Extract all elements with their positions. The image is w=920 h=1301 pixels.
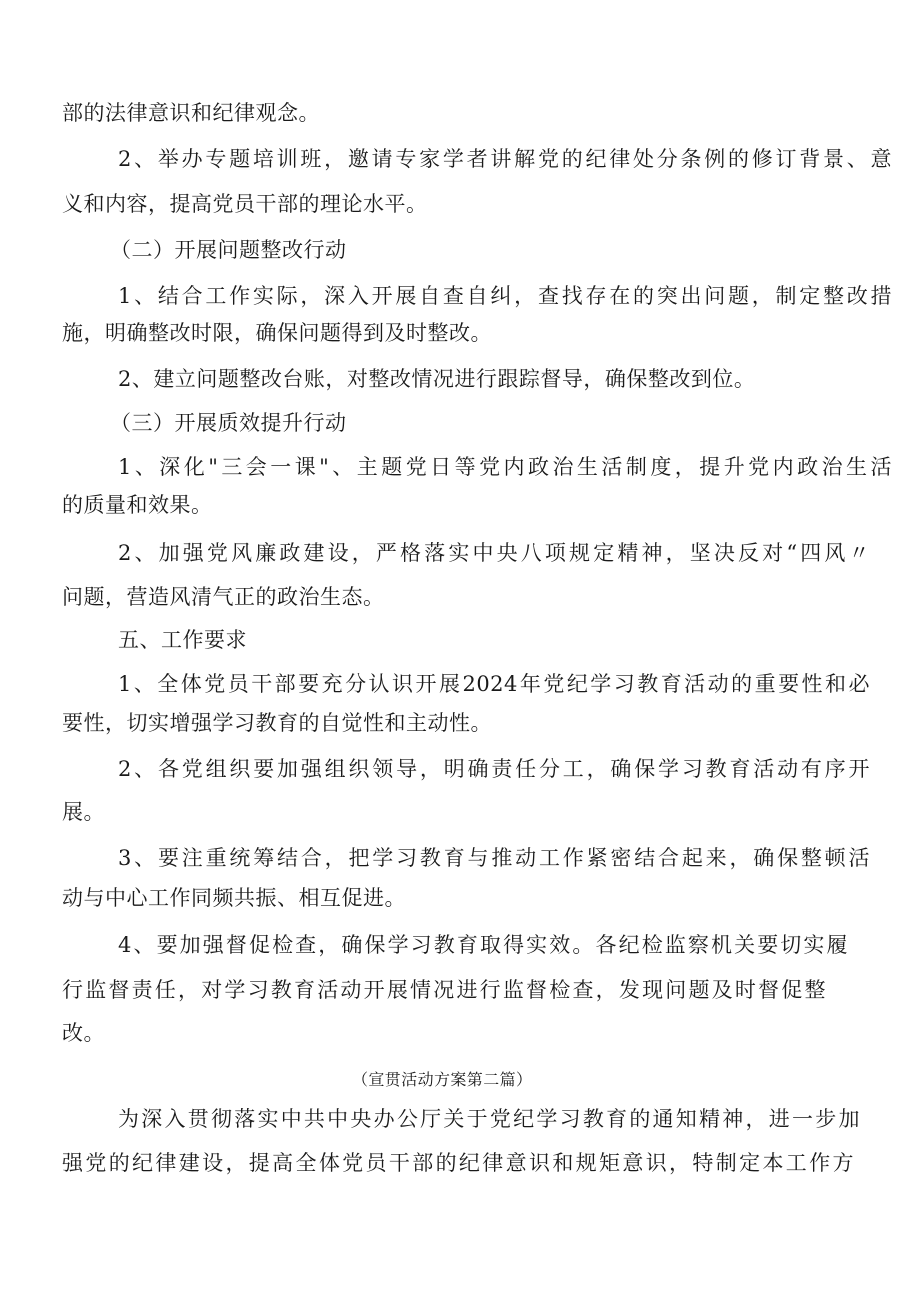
paragraph-line: 2、建立问题整改台账，对整改情况进行跟踪督导，确保整改到位。	[118, 367, 756, 391]
paragraph-line: 展。	[62, 800, 105, 824]
paragraph-line: 义和内容，提高党员干部的理论水平。	[62, 192, 428, 216]
paragraph-line: 1、全体党员干部要充分认识开展2024年党纪学习教育活动的重要性和必	[118, 672, 870, 696]
paragraph-line: 1、结合工作实际，深入开展自查自纠，查找存在的突出问题，制定整改措	[118, 284, 892, 308]
paragraph-line: 强党的纪律建设，提高全体党员干部的纪律意识和规矩意识，特制定本工作方	[62, 1151, 854, 1175]
paragraph-line: 行监督责任，对学习教育活动开展情况进行监督检查，发现问题及时督促整	[62, 978, 826, 1002]
paragraph-line: 2、举办专题培训班，邀请专家学者讲解党的纪律处分条例的修订背景、意	[118, 147, 892, 171]
paragraph-line: 改。	[62, 1021, 105, 1045]
paragraph-line: 问题，营造风清气正的政治生态。	[62, 585, 385, 609]
paragraph-line: 2、加强党风廉政建设，严格落实中央八项规定精神，坚决反对“四风〃	[118, 541, 870, 565]
section-heading: 五、工作要求	[118, 628, 247, 652]
paragraph-line: 为深入贯彻落实中共中央办公厅关于党纪学习教育的通知精神，进一步加	[118, 1107, 860, 1131]
paragraph-line: 动与中心工作同频共振、相互促进。	[62, 886, 406, 910]
paragraph-line: 施，明确整改时限，确保问题得到及时整改。	[62, 321, 492, 345]
article-subtitle: （宣贯活动方案第二篇）	[352, 1070, 533, 1089]
section-heading: （二）开展问题整改行动	[110, 238, 347, 262]
paragraph-line: 2、各党组织要加强组织领导，明确责任分工，确保学习教育活动有序开	[118, 757, 870, 781]
paragraph-line: 部的法律意识和纪律观念。	[62, 101, 320, 125]
paragraph-line: 1、深化"三会一课"、主题党日等党内政治生活制度，提升党内政治生活	[118, 455, 892, 479]
paragraph-line: 的质量和效果。	[62, 493, 213, 517]
paragraph-line: 3、要注重统筹结合，把学习教育与推动工作紧密结合起来，确保整顿活	[118, 846, 870, 870]
section-heading: （三）开展质效提升行动	[110, 411, 347, 435]
paragraph-line: 4、要加强督促检查，确保学习教育取得实效。各纪检监察机关要切实履	[118, 933, 848, 957]
paragraph-line: 要性，切实增强学习教育的自觉性和主动性。	[62, 711, 492, 735]
